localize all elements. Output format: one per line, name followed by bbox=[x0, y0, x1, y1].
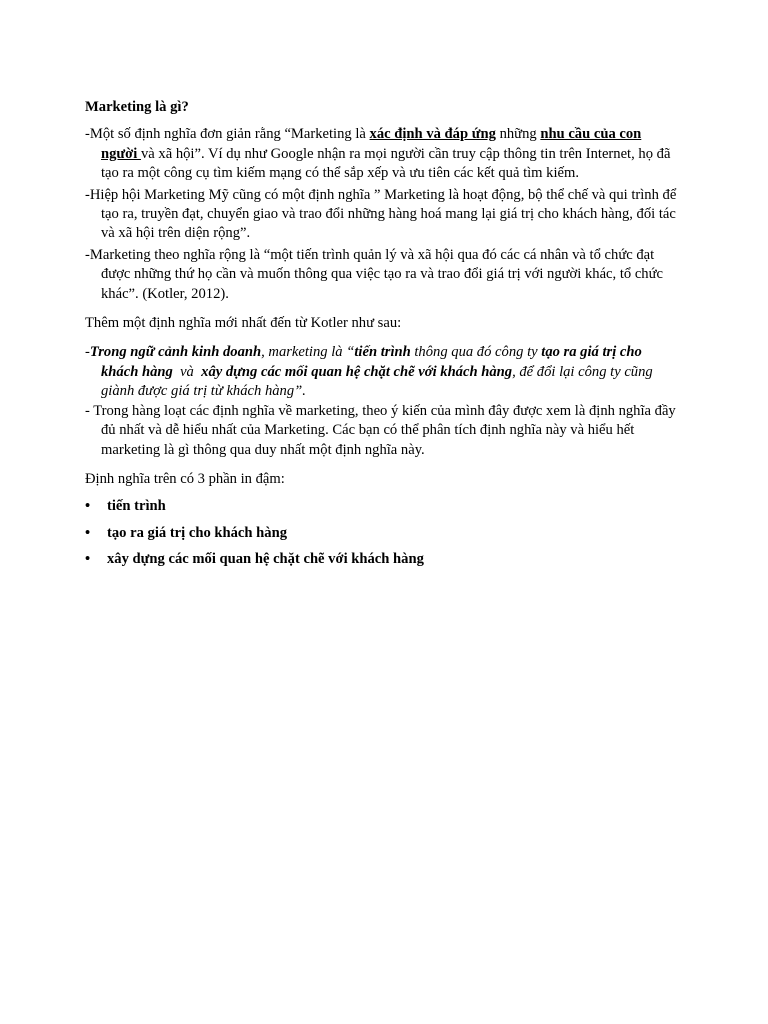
p1-emphasis-human-needs: nhu cầu của con người bbox=[101, 126, 642, 162]
paragraph-kotler-definition bbox=[85, 343, 681, 401]
p5-emphasis-process: tiến trình bbox=[354, 344, 411, 361]
document-body bbox=[85, 98, 681, 577]
p5-emphasis-business-context: Trong ngữ cảnh kinh doanh bbox=[89, 344, 262, 361]
list-item-text: xây dựng các mối quan hệ chặt chẽ với khách hàng bbox=[107, 551, 424, 568]
bullet-icon: • bbox=[85, 551, 91, 568]
list-item-text: tạo ra giá trị cho khách hàng bbox=[107, 524, 287, 541]
paragraph-opinion: - Trong hàng loạt các định nghĩa về marketing, theo ý kiến của mình đây được xem là định nghĩa đầy đủ nhất và dễ hiểu nhất của Marketing. Các bạn có thể phân tích định nghĩa này và hiểu hết marketing là gì thông qua duy nhất một định nghĩa này. bbox=[85, 402, 676, 458]
list-item bbox=[85, 524, 681, 543]
p5-text-e: thông qua đó công ty bbox=[410, 344, 542, 361]
list-item bbox=[85, 497, 681, 516]
paragraph-kotler-intro: Thêm một định nghĩa mới nhất đến từ Kotler như sau: bbox=[85, 315, 402, 332]
p1-text-c: những bbox=[495, 126, 541, 143]
p5-text-g: và bbox=[172, 363, 202, 380]
paragraph-ama-definition: -Hiệp hội Marketing Mỹ cũng có một định nghĩa ” Marketing là hoạt động, bộ thể chế và qui trình để tạo ra, truyền đạt, chuyển giao và trao đổi những hàng hoá mang lại giá trị cho khách hàng, đối tác và xã hội trên diện rộng”. bbox=[85, 186, 677, 242]
bullet-icon: • bbox=[85, 524, 91, 541]
document-title: Marketing là gì? bbox=[85, 99, 189, 115]
list-item-text: tiến trình bbox=[107, 498, 166, 515]
p1-text-e: và xã hội”. Ví dụ như Google nhận ra mọi người cần truy cập thông tin trên Internet, họ đã tạo ra một công cụ tìm kiếm mạng có thể sắp xếp và ưu tiên các kết quả tìm kiếm. bbox=[101, 145, 671, 182]
bold-parts-list bbox=[85, 497, 681, 569]
p1-emphasis-identify-meet: xác định và đáp ứng bbox=[369, 126, 496, 143]
p5-text-i: , để đổi lại công ty cũng giành được giá trị từ khách hàng”. bbox=[101, 363, 653, 400]
paragraph-bold-parts-intro: Định nghĩa trên có 3 phần in đậm: bbox=[85, 470, 285, 487]
list-item bbox=[85, 550, 681, 569]
bullet-icon: • bbox=[85, 498, 91, 515]
paragraph-broad-definition: -Marketing theo nghĩa rộng là “một tiến trình quản lý và xã hội qua đó các cá nhân và tổ chức đạt được những thứ họ cần và muốn thông qua việc tạo ra và trao đổi giá trị với người khác, tổ chức khác”. (Kotler, 2012). bbox=[85, 246, 663, 302]
p5-text-c: , marketing là “ bbox=[261, 344, 355, 361]
p5-dash: - bbox=[85, 344, 90, 361]
p1-text-a: -Một số định nghĩa đơn giản rằng “Marketing là bbox=[85, 126, 370, 143]
p5-emphasis-relationships: xây dựng các mối quan hệ chặt chẽ với khách hàng bbox=[201, 363, 513, 380]
paragraph-simple-definition bbox=[85, 125, 681, 183]
p5-emphasis-create-value: tạo ra giá trị cho khách hàng bbox=[101, 344, 642, 380]
